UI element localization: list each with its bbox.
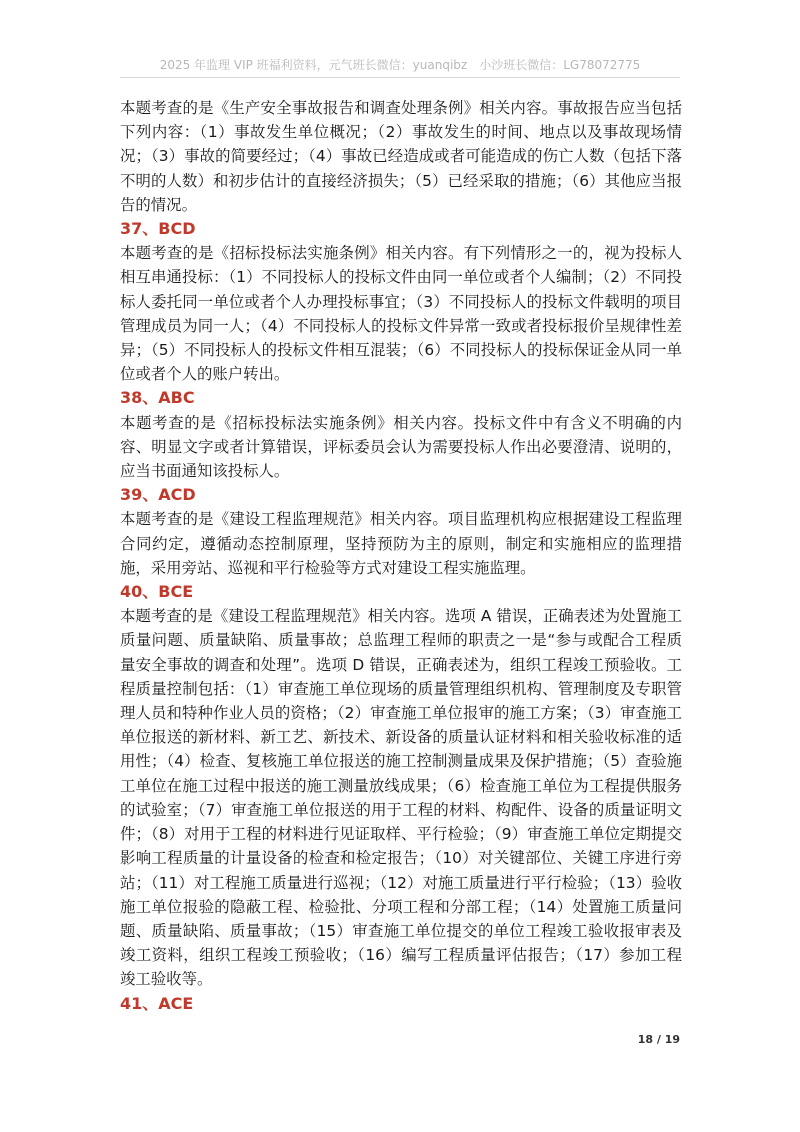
answer-key-heading: 40、BCE xyxy=(120,582,194,602)
answer-key-heading: 41、ACE xyxy=(120,993,194,1013)
header-divider xyxy=(120,77,680,78)
answer-key-heading: 39、ACD xyxy=(120,485,196,505)
explanation-paragraph: 本题考查的是《建设工程监理规范》相关内容。选项 A 错误，正确表述为处置施工质量问题、质量缺陷、质量事故；总监理工程师的职责之一是“参与或配合工程质量安全事故的调查和处理”。选项 D 错误，正确表述为，组织工程竣工预验收。工程质量控制包括：（1）审查施工单位现场的质量管理组织机构、管理制度及专职管理人员和特种作业人员的资格；（2）审查施工单位报审的施工方案；（3）审查施工单位报送的新材料、新工艺、新技术、新设备的质量认证材料和相关验收标准的适用性；（4）检查、复核施工单位报送的施工控制测量成果及保护措施；（5）查验施工单位在施工过程中报送的施工测量放线成果；（6）检查施工单位为工程提供服务的试验室；（7）审查施工单位报送的用于工程的材料、构配件、设备的质量证明文件；（8）对用于工程的材料进行见证取样、平行检验；（9）审查施工单位定期提交影响工程质量的计量设备的检查和检定报告；（10）对关键部位、关键工序进行旁站；（11）对工程施工质量进行巡视；（12）对施工质量进行平行检验；（13）验收施工单位报验的隐蔽工程、检验批、分项工程和分部工程；（14）处置施工质量问题、质量缺陷、质量事故；（15）审查施工单位提交的单位工程竣工验收报审表及竣工资料，组织工程竣工预验收；（16）编写工程质量评估报告；（17）参加工程竣工验收等。 xyxy=(120,607,682,989)
page-header: 2025 年监理 VIP 班福利资料，元气班长微信：yuanqibz 小沙班长微信：LG78072775 xyxy=(159,58,641,72)
explanation-paragraph: 本题考查的是《生产安全事故报告和调查处理条例》相关内容。事故报告应当包括下列内容：（1）事故发生单位概况；（2）事故发生的时间、地点以及事故现场情况；（3）事故的简要经过；（4）事故已经造成或者可能造成的伤亡人数（包括下落不明的人数）和初步估计的直接经济损失；（5）已经采取的措施；（6）其他应当报告的情况。 xyxy=(120,99,682,214)
answer-key-heading: 37、BCD xyxy=(120,219,196,239)
page-content xyxy=(120,96,682,1016)
answer-key-heading: 38、ABC xyxy=(120,388,195,408)
page-number: 18 / 19 xyxy=(637,1033,680,1046)
explanation-paragraph: 本题考查的是《招标投标法实施条例》相关内容。投标文件中有含义不明确的内容、明显文字或者计算错误，评标委员会认为需要投标人作出必要澄清、说明的，应当书面通知该投标人。 xyxy=(120,413,682,481)
explanation-paragraph: 本题考查的是《招标投标法实施条例》相关内容。有下列情形之一的，视为投标人相互串通投标：（1）不同投标人的投标文件由同一单位或者个人编制；（2）不同投标人委托同一单位或者个人办理投标事宜；（3）不同投标人的投标文件载明的项目管理成员为同一人；（4）不同投标人的投标文件异常一致或者投标报价呈规律性差异；（5）不同投标人的投标文件相互混装；（6）不同投标人的投标保证金从同一单位或者个人的账户转出。 xyxy=(120,244,682,384)
explanation-paragraph: 本题考查的是《建设工程监理规范》相关内容。项目监理机构应根据建设工程监理合同约定，遵循动态控制原理，坚持预防为主的原则，制定和实施相应的监理措施，采用旁站、巡视和平行检验等方式对建设工程实施监理。 xyxy=(120,510,682,577)
